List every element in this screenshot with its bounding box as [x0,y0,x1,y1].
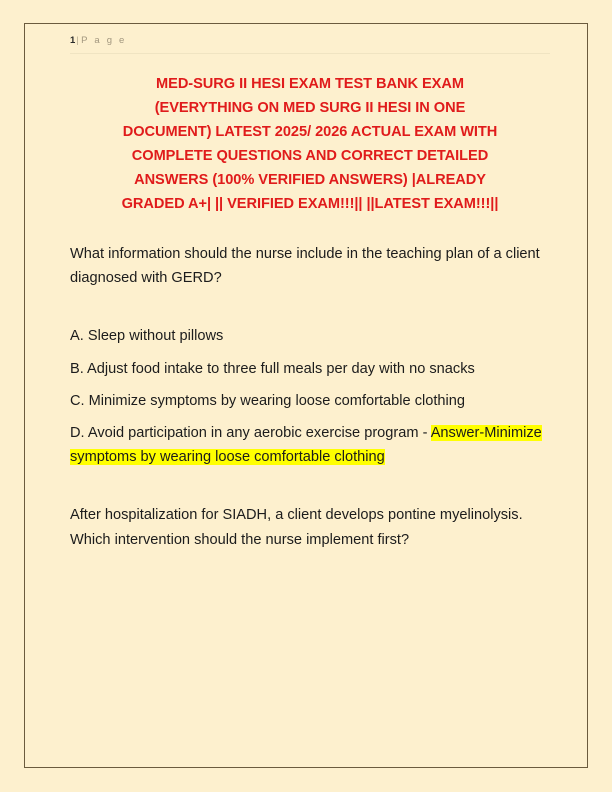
page-number: 1 [70,35,76,46]
title-line-3: DOCUMENT) LATEST 2025/ 2026 ACTUAL EXAM WITH [122,124,498,140]
question-1-option-d-text: D. Avoid participation in any aerobic exercise program - [70,425,431,442]
question-1-option-c: C. Minimize symptoms by wearing loose comfortable clothing [70,392,465,409]
document-title [70,72,550,216]
question-1-option-b: B. Adjust food intake to three full meals per day with no snacks [70,360,475,377]
question-1-answer-highlight: Answer-Minimize symptoms by wearing loose comfortable clothing [70,425,542,466]
question-1-option-a: A. Sleep without pillows [70,328,224,345]
page-header [70,34,550,54]
page-header-separator: | [76,35,80,46]
document-body [70,242,550,552]
title-line-2: (EVERYTHING ON MED SURG II HESI IN ONE [154,100,466,116]
page-header-label: P a g e [81,35,127,46]
title-line-1: MED-SURG II HESI EXAM TEST BANK EXAM [156,76,464,92]
title-line-4: COMPLETE QUESTIONS AND CORRECT DETAILED [131,148,489,164]
question-1-stem: What information should the nurse include in the teaching plan of a client diagnosed with GERD? [70,246,540,287]
title-line-6: GRADED A+| || VERIFIED EXAM!!!|| ||LATEST EXAM!!!|| [121,196,499,212]
question-1-option-d [70,421,550,469]
question-2-stem: After hospitalization for SIADH, a client develops pontine myelinolysis. Which intervention should the nurse implement first? [70,507,523,548]
title-line-5: ANSWERS (100% VERIFIED ANSWERS) |ALREADY [134,172,486,188]
